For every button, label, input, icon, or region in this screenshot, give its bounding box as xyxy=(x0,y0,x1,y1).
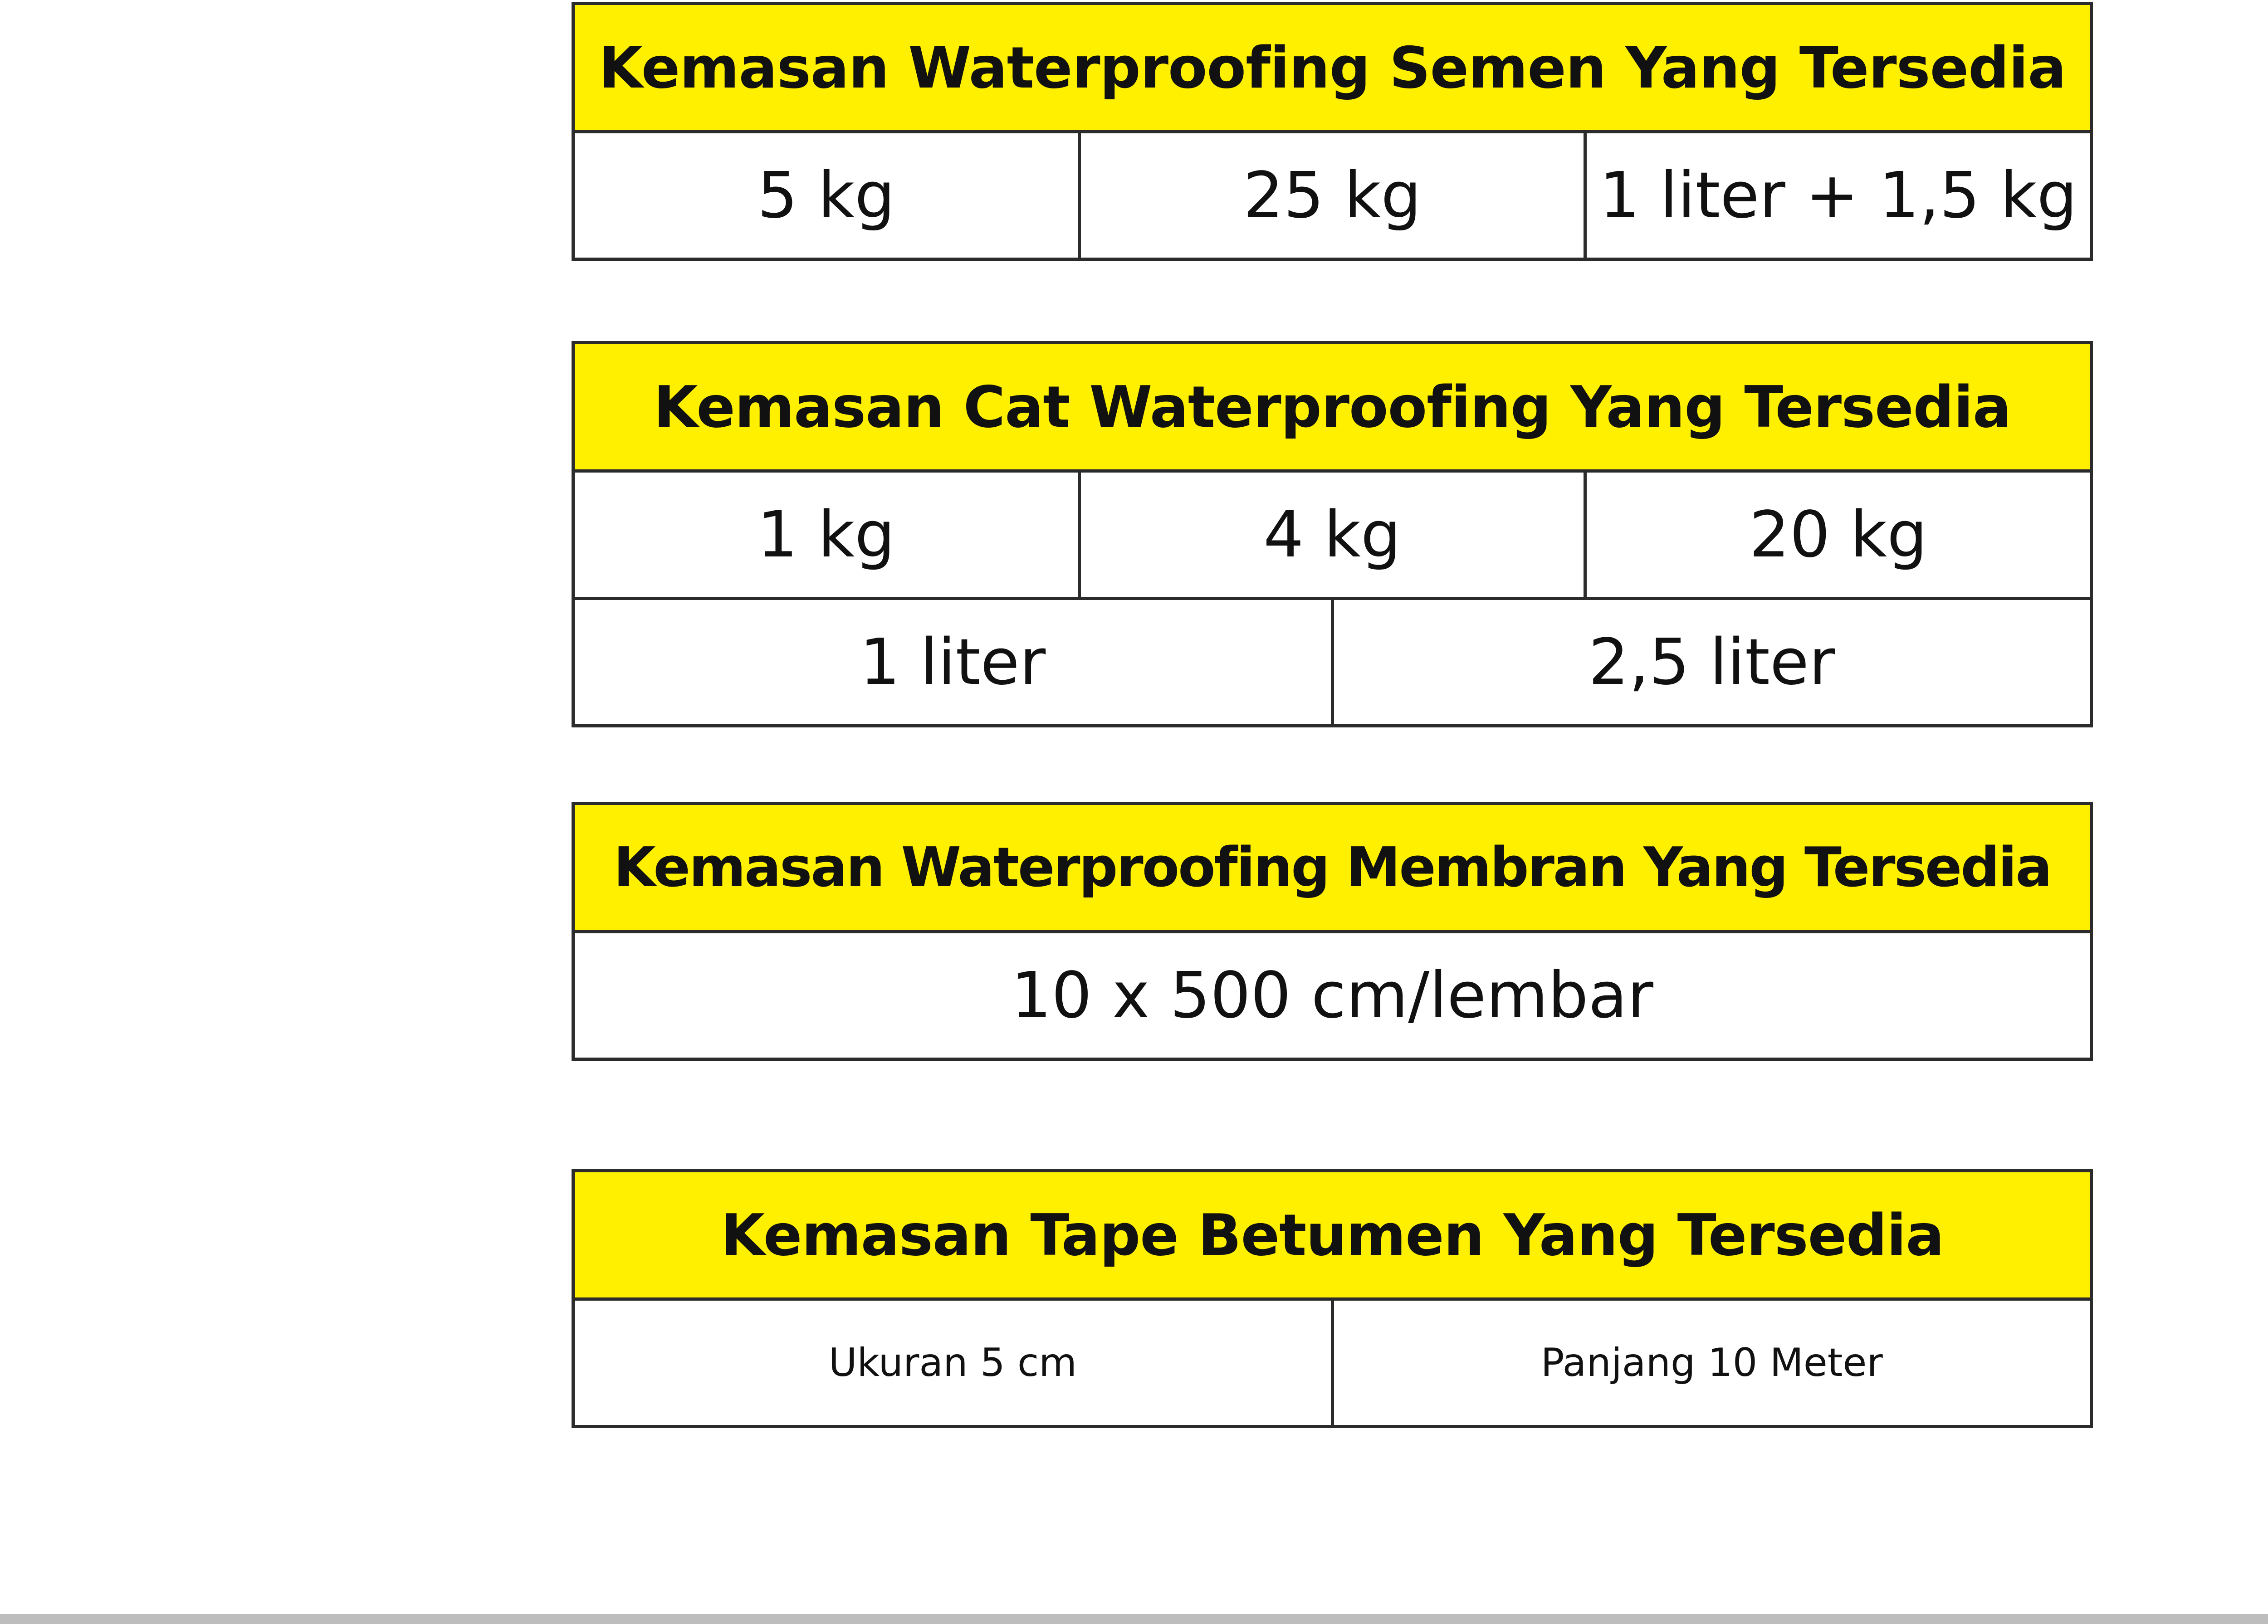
table-row xyxy=(575,1297,2090,1425)
table-title: Kemasan Cat Waterproofing Yang Tersedia xyxy=(575,344,2090,469)
bottom-scroll-bar xyxy=(0,1614,2268,1624)
table-row xyxy=(575,130,2090,258)
table-cell: Ukuran 5 cm xyxy=(828,1340,1077,1385)
table-cell: 2,5 liter xyxy=(1331,600,2090,724)
table-cell: 5 kg xyxy=(757,158,895,233)
table-cell: 4 kg xyxy=(1078,473,1584,597)
table-cell: 25 kg xyxy=(1078,133,1584,258)
table-row xyxy=(575,930,2090,1058)
package-table-semen xyxy=(572,2,2093,261)
package-table-tape-betumen xyxy=(572,1169,2093,1428)
table-cell: 1 liter + 1,5 kg xyxy=(1584,133,2090,258)
table-row xyxy=(575,597,2090,724)
table-cell: 1 liter xyxy=(860,625,1046,699)
table-title: Kemasan Waterproofing Membran Yang Tersedia xyxy=(575,805,2090,930)
table-row xyxy=(575,469,2090,597)
table-cell: 1 kg xyxy=(757,497,895,572)
package-table-cat xyxy=(572,341,2093,727)
table-cell: Panjang 10 Meter xyxy=(1331,1301,2090,1425)
table-title: Kemasan Tape Betumen Yang Tersedia xyxy=(575,1172,2090,1297)
package-table-membran xyxy=(572,802,2093,1061)
table-cell: 10 x 500 cm/lembar xyxy=(1011,958,1653,1033)
table-cell: 20 kg xyxy=(1584,473,2090,597)
table-title: Kemasan Waterproofing Semen Yang Tersedia xyxy=(575,5,2090,130)
